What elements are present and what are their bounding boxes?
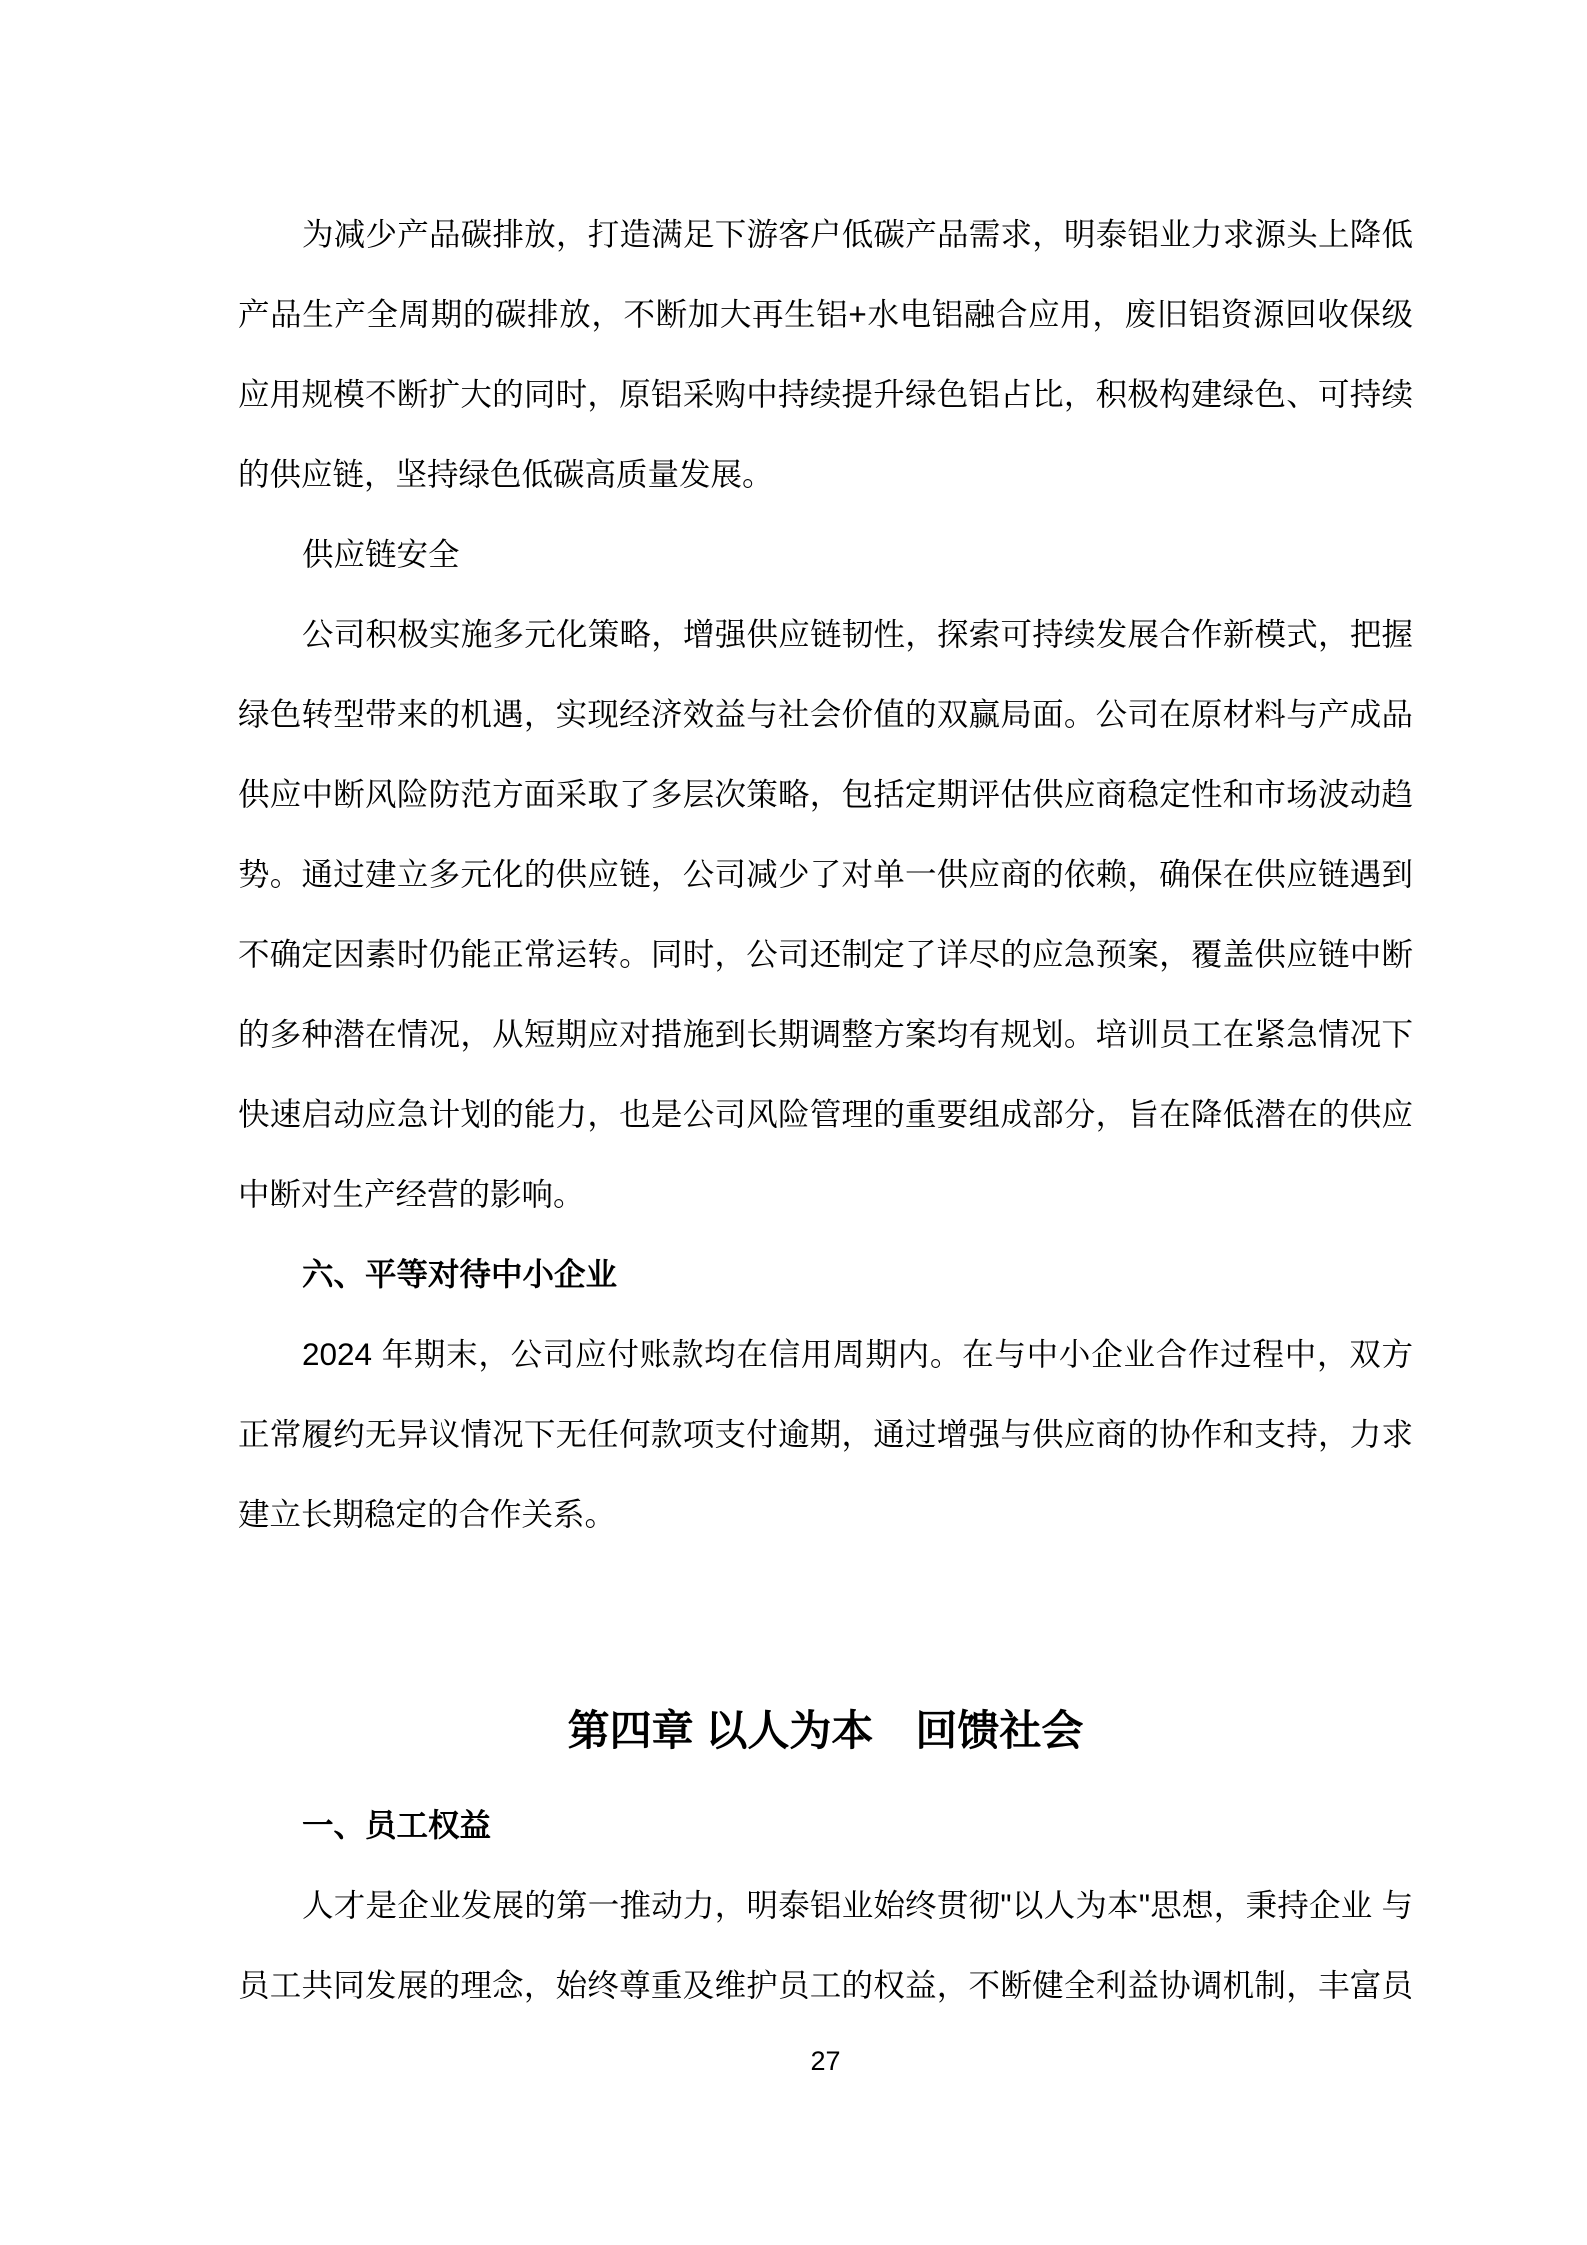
paragraph-line: 的多种潜在情况，从短期应对措施到长期调整方案均有规划。培训员工在紧急情况下 — [238, 1016, 1413, 1052]
subsection-title-supply-chain-safety: 供应链安全 — [302, 536, 460, 572]
paragraph-line: 员工共同发展的理念，始终尊重及维护员工的权益，不断健全利益协调机制，丰富员 — [238, 1967, 1413, 2003]
chapter-title: 第四章 以人为本 回馈社会 — [567, 1707, 1084, 1754]
paragraph-line: 不确定因素时仍能正常运转。同时，公司还制定了详尽的应急预案，覆盖供应链中断 — [238, 936, 1413, 972]
paragraph-line: 快速启动应急计划的能力，也是公司风险管理的重要组成部分，旨在降低潜在的供应 — [238, 1096, 1413, 1132]
paragraph-line: 供应中断风险防范方面采取了多层次策略，包括定期评估供应商稳定性和市场波动趋 — [238, 776, 1413, 812]
paragraph-line: 2024 年期末，公司应付账款均在信用周期内。在与中小企业合作过程中，双方 — [302, 1336, 1413, 1372]
paragraph-line: 的供应链，坚持绿色低碳高质量发展。 — [238, 456, 774, 492]
section-heading-six: 六、平等对待中小企业 — [302, 1256, 618, 1292]
paragraph-line: 正常履约无异议情况下无任何款项支付逾期，通过增强与供应商的协作和支持，力求 — [238, 1416, 1413, 1452]
paragraph-line: 公司积极实施多元化策略，增强供应链韧性，探索可持续发展合作新模式，把握 — [302, 616, 1413, 652]
paragraph-line: 产品生产全周期的碳排放，不断加大再生铝+水电铝融合应用，废旧铝资源回收保级 — [238, 296, 1413, 332]
paragraph-line: 为减少产品碳排放，打造满足下游客户低碳产品需求，明泰铝业力求源头上降低 — [302, 216, 1413, 252]
paragraph-line: 人才是企业发展的第一推动力，明泰铝业始终贯彻"以人为本"思想，秉持企业 与 — [302, 1887, 1413, 1923]
page-number: 27 — [810, 2046, 841, 2076]
paragraph-line: 绿色转型带来的机遇，实现经济效益与社会价值的双赢局面。公司在原材料与产成品 — [238, 696, 1413, 732]
paragraph-line: 势。通过建立多元化的供应链，公司减少了对单一供应商的依赖，确保在供应链遇到 — [238, 856, 1413, 892]
paragraph-line: 建立长期稳定的合作关系。 — [238, 1496, 617, 1532]
section-heading-one: 一、员工权益 — [302, 1807, 492, 1843]
paragraph-line: 应用规模不断扩大的同时，原铝采购中持续提升绿色铝占比，积极构建绿色、可持续 — [238, 376, 1413, 412]
page-content — [238, 194, 1413, 2081]
paragraph-line: 中断对生产经营的影响。 — [238, 1176, 585, 1212]
